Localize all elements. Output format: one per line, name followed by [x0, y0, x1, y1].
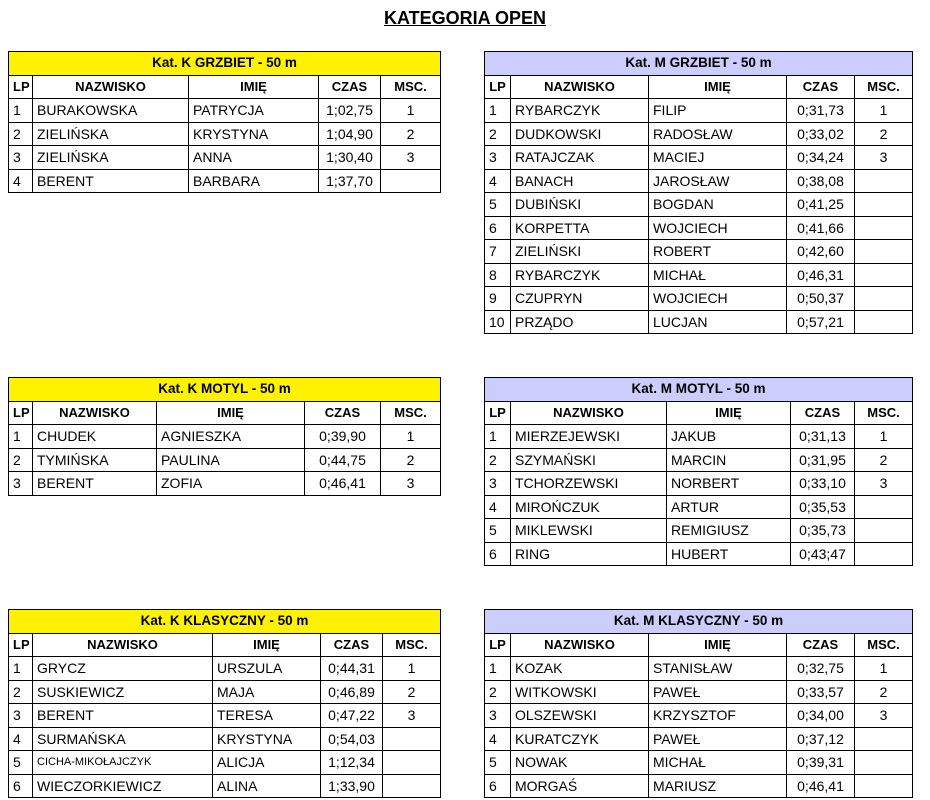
cell-msc: 3 [383, 704, 441, 728]
cell-lp: 1 [9, 425, 33, 449]
cell-czas: 0;33,10 [791, 472, 855, 496]
cell-czas: 0;35,73 [791, 519, 855, 543]
column-header-msc: MSC. [381, 401, 441, 425]
cell-nazwisko: GRYCZ [33, 657, 213, 681]
cell-msc: 1 [855, 657, 913, 681]
cell-nazwisko: BURAKOWSKA [33, 99, 189, 123]
table-row [485, 169, 913, 193]
cell-nazwisko: CICHA-MIKOŁAJCZYK [33, 751, 213, 775]
table-row [9, 99, 441, 123]
column-header-msc: MSC. [855, 75, 913, 99]
cell-czas: 0;57,21 [787, 310, 855, 334]
table-row [485, 680, 913, 704]
cell-lp: 5 [485, 193, 511, 217]
cell-nazwisko: BERENT [33, 169, 189, 193]
cell-imie: URSZULA [213, 657, 321, 681]
column-header-lp: LP [485, 75, 511, 99]
table-row [485, 122, 913, 146]
cell-czas: 0;47,22 [321, 704, 383, 728]
table-row [9, 680, 441, 704]
cell-msc: 1 [855, 99, 913, 123]
column-header-lp: LP [9, 633, 33, 657]
cell-czas: 0;41,66 [787, 216, 855, 240]
cell-imie: STANISŁAW [649, 657, 787, 681]
table-m-klasyczny [484, 609, 913, 798]
cell-imie: PAWEŁ [649, 680, 787, 704]
cell-imie: WOJCIECH [649, 216, 787, 240]
cell-czas: 0;44,31 [321, 657, 383, 681]
cell-imie: PATRYCJA [189, 99, 319, 123]
cell-lp: 2 [9, 680, 33, 704]
cell-nazwisko: CHUDEK [33, 425, 157, 449]
table-row [485, 240, 913, 264]
cell-lp: 6 [485, 774, 511, 798]
table-row [485, 99, 913, 123]
cell-lp: 9 [485, 287, 511, 311]
cell-czas: 0;43;47 [791, 542, 855, 566]
cell-lp: 3 [9, 472, 33, 496]
cell-msc: 3 [855, 704, 913, 728]
cell-czas: 0;35,53 [791, 495, 855, 519]
cell-imie: PAULINA [157, 448, 305, 472]
column-header-nazwisko: NAZWISKO [511, 75, 649, 99]
cell-czas: 1;04,90 [319, 122, 381, 146]
cell-lp: 2 [485, 680, 511, 704]
cell-czas: 1;37,70 [319, 169, 381, 193]
cell-msc: 3 [381, 146, 441, 170]
cell-czas: 0;46,31 [787, 263, 855, 287]
cell-msc: 2 [381, 122, 441, 146]
cell-czas: 0;34,24 [787, 146, 855, 170]
cell-nazwisko: SZYMAŃSKI [511, 448, 667, 472]
cell-msc [381, 169, 441, 193]
cell-msc [383, 727, 441, 751]
table-row [485, 704, 913, 728]
cell-nazwisko: KORPETTA [511, 216, 649, 240]
cell-nazwisko: BERENT [33, 704, 213, 728]
cell-msc: 3 [855, 472, 913, 496]
cell-czas: 1;02,75 [319, 99, 381, 123]
table-caption: Kat. K KLASYCZNY - 50 m [9, 610, 441, 634]
cell-czas: 1;33,90 [321, 774, 383, 798]
cell-imie: WOJCIECH [649, 287, 787, 311]
table-row [485, 542, 913, 566]
cell-lp: 1 [9, 99, 33, 123]
cell-imie: MICHAŁ [649, 263, 787, 287]
cell-msc: 2 [383, 680, 441, 704]
cell-imie: KRZYSZTOF [649, 704, 787, 728]
cell-nazwisko: RING [511, 542, 667, 566]
table-caption: Kat. K MOTYL - 50 m [9, 378, 441, 402]
cell-nazwisko: RATAJCZAK [511, 146, 649, 170]
table-row [485, 519, 913, 543]
cell-msc [855, 193, 913, 217]
cell-czas: 0;46,41 [305, 472, 381, 496]
cell-nazwisko: KURATCZYK [511, 727, 649, 751]
cell-czas: 0;31,95 [791, 448, 855, 472]
cell-lp: 6 [485, 216, 511, 240]
column-header-czas: CZAS [321, 633, 383, 657]
cell-czas: 0;44,75 [305, 448, 381, 472]
table-row [9, 122, 441, 146]
cell-nazwisko: WITKOWSKI [511, 680, 649, 704]
cell-imie: KRYSTYNA [189, 122, 319, 146]
column-header-imie: IMIĘ [189, 75, 319, 99]
table-row [485, 774, 913, 798]
table-k-grzbiet [8, 51, 441, 193]
column-header-lp: LP [9, 75, 33, 99]
table-row [9, 472, 441, 496]
table-caption: Kat. M KLASYCZNY - 50 m [485, 610, 913, 634]
column-header-nazwisko: NAZWISKO [33, 633, 213, 657]
column-header-nazwisko: NAZWISKO [33, 401, 157, 425]
table-row [9, 169, 441, 193]
cell-msc [383, 774, 441, 798]
cell-nazwisko: MIROŃCZUK [511, 495, 667, 519]
cell-nazwisko: RYBARCZYK [511, 263, 649, 287]
cell-msc [383, 751, 441, 775]
cell-imie: ARTUR [667, 495, 791, 519]
cell-lp: 2 [9, 122, 33, 146]
cell-imie: AGNIESZKA [157, 425, 305, 449]
column-header-nazwisko: NAZWISKO [33, 75, 189, 99]
cell-nazwisko: ZIELIŃSKA [33, 146, 189, 170]
cell-lp: 5 [485, 519, 511, 543]
column-header-imie: IMIĘ [649, 75, 787, 99]
cell-nazwisko: OLSZEWSKI [511, 704, 649, 728]
cell-czas: 0;31,13 [791, 425, 855, 449]
cell-imie: MACIEJ [649, 146, 787, 170]
cell-lp: 1 [485, 99, 511, 123]
table-k-klasyczny [8, 609, 441, 798]
cell-msc [855, 727, 913, 751]
cell-msc: 1 [381, 425, 441, 449]
column-header-czas: CZAS [319, 75, 381, 99]
table-row [485, 495, 913, 519]
cell-lp: 4 [9, 727, 33, 751]
cell-imie: ALINA [213, 774, 321, 798]
cell-lp: 4 [485, 727, 511, 751]
cell-lp: 4 [9, 169, 33, 193]
cell-msc: 3 [381, 472, 441, 496]
cell-imie: PAWEŁ [649, 727, 787, 751]
cell-imie: MICHAŁ [649, 751, 787, 775]
cell-lp: 3 [485, 146, 511, 170]
cell-nazwisko: KOZAK [511, 657, 649, 681]
cell-imie: ROBERT [649, 240, 787, 264]
cell-msc [855, 542, 913, 566]
table-caption: Kat. M GRZBIET - 50 m [485, 52, 913, 76]
column-header-nazwisko: NAZWISKO [511, 401, 667, 425]
column-header-msc: MSC. [855, 401, 913, 425]
cell-msc [855, 216, 913, 240]
table-row [485, 657, 913, 681]
column-header-imie: IMIĘ [649, 633, 787, 657]
table-row [9, 425, 441, 449]
table-caption: Kat. K GRZBIET - 50 m [9, 52, 441, 76]
cell-msc [855, 169, 913, 193]
cell-imie: LUCJAN [649, 310, 787, 334]
cell-lp: 1 [9, 657, 33, 681]
cell-msc [855, 240, 913, 264]
table-row [9, 657, 441, 681]
table-row [485, 263, 913, 287]
cell-nazwisko: WIECZORKIEWICZ [33, 774, 213, 798]
column-header-lp: LP [485, 633, 511, 657]
cell-czas: 0;41,25 [787, 193, 855, 217]
cell-lp: 8 [485, 263, 511, 287]
table-row [9, 448, 441, 472]
cell-msc: 2 [855, 680, 913, 704]
cell-czas: 0;42,60 [787, 240, 855, 264]
table-row [9, 704, 441, 728]
table-row [485, 472, 913, 496]
column-header-lp: LP [485, 401, 511, 425]
cell-czas: 0;50,37 [787, 287, 855, 311]
cell-imie: KRYSTYNA [213, 727, 321, 751]
table-m-grzbiet [484, 51, 913, 334]
table-row [485, 448, 913, 472]
cell-czas: 1;30,40 [319, 146, 381, 170]
cell-czas: 0;46,41 [787, 774, 855, 798]
cell-imie: TERESA [213, 704, 321, 728]
table-caption: Kat. M MOTYL - 50 m [485, 378, 913, 402]
table-m-motyl [484, 377, 913, 566]
cell-msc: 2 [855, 122, 913, 146]
cell-nazwisko: SURMAŃSKA [33, 727, 213, 751]
table-row [485, 146, 913, 170]
cell-lp: 1 [485, 425, 511, 449]
cell-lp: 2 [485, 122, 511, 146]
cell-nazwisko: DUBIŃSKI [511, 193, 649, 217]
table-row [485, 727, 913, 751]
cell-lp: 1 [485, 657, 511, 681]
cell-msc: 1 [381, 99, 441, 123]
table-row [485, 425, 913, 449]
cell-lp: 6 [485, 542, 511, 566]
cell-msc [855, 310, 913, 334]
cell-msc [855, 263, 913, 287]
cell-lp: 3 [485, 472, 511, 496]
column-header-imie: IMIĘ [213, 633, 321, 657]
cell-czas: 0;33,02 [787, 122, 855, 146]
page-title: KATEGORIA OPEN [383, 8, 546, 28]
cell-lp: 10 [485, 310, 511, 334]
table-row [485, 310, 913, 334]
cell-imie: JAROSŁAW [649, 169, 787, 193]
cell-msc [855, 495, 913, 519]
cell-imie: ZOFIA [157, 472, 305, 496]
table-row [485, 751, 913, 775]
cell-msc [855, 287, 913, 311]
cell-czas: 0;37,12 [787, 727, 855, 751]
cell-imie: RADOSŁAW [649, 122, 787, 146]
cell-imie: ANNA [189, 146, 319, 170]
column-header-msc: MSC. [381, 75, 441, 99]
cell-nazwisko: TCHORZEWSKI [511, 472, 667, 496]
table-row [9, 146, 441, 170]
cell-imie: REMIGIUSZ [667, 519, 791, 543]
cell-lp: 5 [9, 751, 33, 775]
table-row [485, 216, 913, 240]
column-header-lp: LP [9, 401, 33, 425]
cell-nazwisko: MORGAŚ [511, 774, 649, 798]
cell-lp: 4 [485, 495, 511, 519]
cell-lp: 6 [9, 774, 33, 798]
cell-nazwisko: MIKLEWSKI [511, 519, 667, 543]
cell-msc: 1 [383, 657, 441, 681]
table-row [9, 774, 441, 798]
column-header-czas: CZAS [305, 401, 381, 425]
cell-msc: 3 [855, 146, 913, 170]
cell-imie: NORBERT [667, 472, 791, 496]
cell-nazwisko: BANACH [511, 169, 649, 193]
cell-czas: 0;46,89 [321, 680, 383, 704]
cell-imie: JAKUB [667, 425, 791, 449]
cell-lp: 2 [485, 448, 511, 472]
cell-czas: 0;38,08 [787, 169, 855, 193]
cell-nazwisko: PRZĄDO [511, 310, 649, 334]
cell-imie: BOGDAN [649, 193, 787, 217]
cell-nazwisko: BERENT [33, 472, 157, 496]
cell-czas: 0;54,03 [321, 727, 383, 751]
cell-nazwisko: ZIELIŃSKA [33, 122, 189, 146]
cell-nazwisko: MIERZEJEWSKI [511, 425, 667, 449]
cell-czas: 0;31,73 [787, 99, 855, 123]
cell-nazwisko: TYMIŃSKA [33, 448, 157, 472]
cell-nazwisko: CZUPRYN [511, 287, 649, 311]
cell-imie: BARBARA [189, 169, 319, 193]
cell-czas: 0;34,00 [787, 704, 855, 728]
column-header-czas: CZAS [787, 75, 855, 99]
cell-msc: 2 [855, 448, 913, 472]
cell-lp: 5 [485, 751, 511, 775]
cell-lp: 4 [485, 169, 511, 193]
cell-czas: 1;12,34 [321, 751, 383, 775]
cell-imie: FILIP [649, 99, 787, 123]
cell-czas: 0;32,75 [787, 657, 855, 681]
cell-nazwisko: SUSKIEWICZ [33, 680, 213, 704]
column-header-msc: MSC. [383, 633, 441, 657]
cell-czas: 0;39,90 [305, 425, 381, 449]
cell-msc: 2 [381, 448, 441, 472]
cell-imie: HUBERT [667, 542, 791, 566]
cell-msc: 1 [855, 425, 913, 449]
column-header-czas: CZAS [787, 633, 855, 657]
cell-imie: MAJA [213, 680, 321, 704]
table-row [485, 287, 913, 311]
cell-czas: 0;39,31 [787, 751, 855, 775]
cell-msc [855, 774, 913, 798]
cell-msc [855, 519, 913, 543]
cell-nazwisko: RYBARCZYK [511, 99, 649, 123]
column-header-czas: CZAS [791, 401, 855, 425]
cell-czas: 0;33,57 [787, 680, 855, 704]
cell-imie: MARCIN [667, 448, 791, 472]
table-row [9, 727, 441, 751]
column-header-imie: IMIĘ [667, 401, 791, 425]
table-row [9, 751, 441, 775]
cell-msc [855, 751, 913, 775]
cell-nazwisko: NOWAK [511, 751, 649, 775]
cell-lp: 3 [9, 146, 33, 170]
cell-imie: MARIUSZ [649, 774, 787, 798]
column-header-imie: IMIĘ [157, 401, 305, 425]
cell-nazwisko: DUDKOWSKI [511, 122, 649, 146]
table-k-motyl [8, 377, 441, 496]
cell-lp: 7 [485, 240, 511, 264]
cell-imie: ALICJA [213, 751, 321, 775]
cell-lp: 2 [9, 448, 33, 472]
column-header-nazwisko: NAZWISKO [511, 633, 649, 657]
column-header-msc: MSC. [855, 633, 913, 657]
cell-lp: 3 [485, 704, 511, 728]
table-row [485, 193, 913, 217]
cell-lp: 3 [9, 704, 33, 728]
cell-nazwisko: ZIELIŃSKI [511, 240, 649, 264]
